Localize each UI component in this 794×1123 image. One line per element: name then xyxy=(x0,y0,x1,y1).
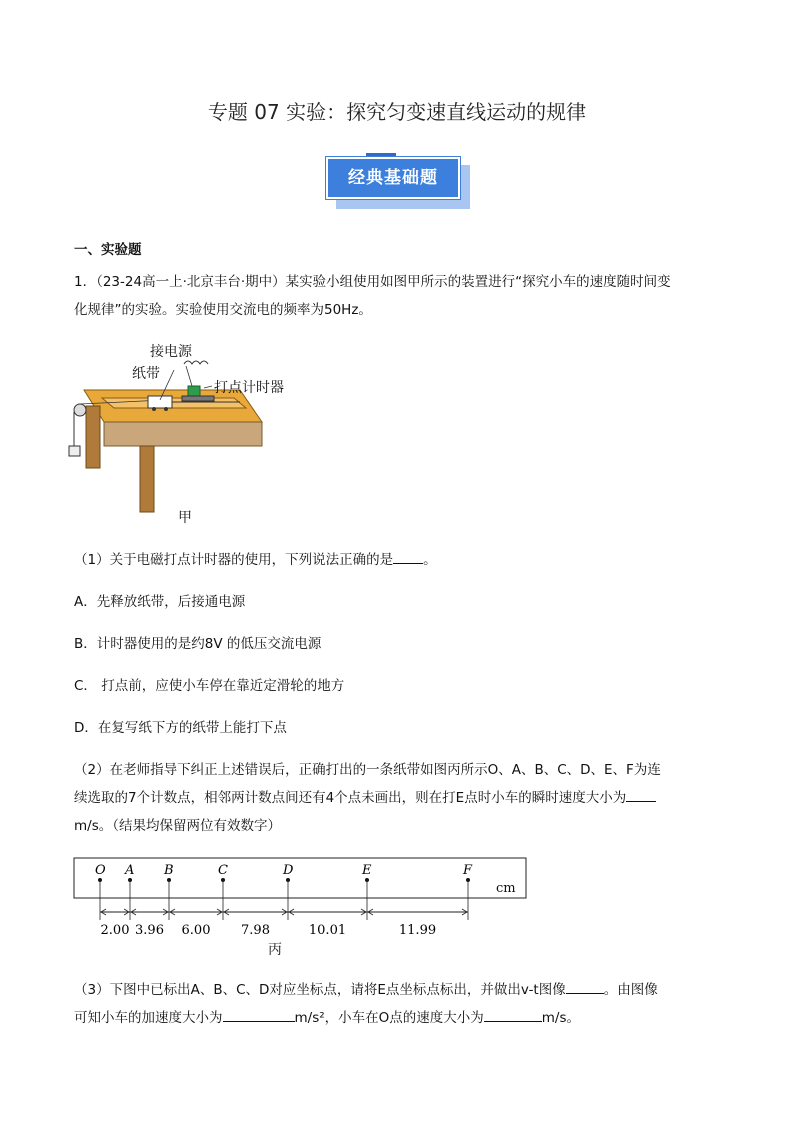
distance-label: 11.99 xyxy=(398,923,437,938)
answer-blank[interactable] xyxy=(393,549,423,564)
label-power: 接电源 xyxy=(150,344,192,360)
answer-blank[interactable] xyxy=(223,1007,295,1022)
section-heading: 一、实验题 xyxy=(74,242,142,258)
sub3-line2-text: 可知小车的加速度大小为 xyxy=(74,1010,223,1026)
table-leg-left xyxy=(86,406,100,468)
track xyxy=(102,398,246,408)
option-b: B．计时器使用的是约8V 的低压交流电源 xyxy=(74,636,322,652)
distance-label: 7.98 xyxy=(241,923,270,938)
q1-intro xyxy=(74,268,724,324)
sub3-line2-end: m/s。 xyxy=(541,1010,581,1026)
distance-label: 10.01 xyxy=(308,923,347,938)
point-label-A: A xyxy=(125,863,135,878)
point-label-C: C xyxy=(218,863,228,878)
point-label-E: E xyxy=(362,863,372,878)
sub2-line2 xyxy=(74,784,724,812)
sub3-line2-mid: m/s²，小车在O点的速度大小为 xyxy=(294,1010,484,1026)
answer-blank[interactable] xyxy=(566,979,604,994)
hanging-weight xyxy=(69,446,80,456)
cart xyxy=(148,396,172,408)
label-timer: 打点计时器 xyxy=(214,380,284,396)
label-tape: 纸带 xyxy=(132,366,160,382)
point-label-O: O xyxy=(95,863,106,878)
pulley xyxy=(74,404,86,416)
q1-sub2 xyxy=(74,756,724,840)
figure-jia-caption: 甲 xyxy=(178,510,192,526)
option-a: A．先释放纸带，后接通电源 xyxy=(74,594,246,610)
figure-apparatus xyxy=(64,336,304,528)
sub2-line1: （2）在老师指导下纠正上述错误后，正确打出的一条纸带如图丙所示O、A、B、C、D、E、F为连 xyxy=(74,762,661,778)
figure-bing-caption: 丙 xyxy=(268,942,282,958)
q1-intro-line1: 1．（23-24高一上·北京丰台·期中）某实验小组使用如图甲所示的装置进行“探究小车的速度随时间变 xyxy=(74,274,671,290)
sub2-line2-text: 续选取的7个计数点，相邻两计数点间还有4个点未画出，则在打E点时小车的瞬时速度大小为 xyxy=(74,790,627,806)
answer-blank[interactable] xyxy=(484,1007,542,1022)
option-d: D．在复写纸下方的纸带上能打下点 xyxy=(74,720,287,736)
figure-tape xyxy=(70,854,532,958)
distance-label: 2.00 xyxy=(100,923,130,938)
point-label-F: F xyxy=(463,863,473,878)
badge-label: 经典基础题 xyxy=(326,157,460,199)
sub3-line2 xyxy=(74,1004,724,1032)
sub1-stem-text: （1）关于电磁打点计时器的使用，下列说法正确的是 xyxy=(74,552,394,568)
distance-label: 6.00 xyxy=(181,923,211,938)
sub3-line1 xyxy=(74,976,724,1004)
difficulty-badge xyxy=(326,157,470,209)
table-leg-right xyxy=(140,446,154,512)
table-front xyxy=(104,422,262,446)
q1-sub3 xyxy=(74,976,724,1032)
sub3-line1-end: 。由图像 xyxy=(603,982,658,998)
page-title: 专题 07 实验：探究匀变速直线运动的规律 xyxy=(207,100,587,124)
sub2-line3: m/s。（结果均保留两位有效数字） xyxy=(74,818,281,834)
q1-intro-line2: 化规律”的实验。实验使用交流电的频率为50Hz。 xyxy=(74,302,372,318)
tape-outline xyxy=(74,858,526,898)
option-c: C． 打点前，应使小车停在靠近定滑轮的地方 xyxy=(74,678,345,694)
q1-sub1-stem xyxy=(74,546,724,574)
point-label-D: D xyxy=(283,863,294,878)
sub1-stem-end: 。 xyxy=(423,552,437,568)
tape-unit: cm xyxy=(496,881,516,896)
sub3-line1-text: （3）下图中已标出A、B、C、D对应坐标点，请将E点坐标点标出，并做出v-t图像 xyxy=(74,982,566,998)
distance-label: 3.96 xyxy=(135,923,164,938)
answer-blank[interactable] xyxy=(626,787,656,802)
point-label-B: B xyxy=(164,863,174,878)
